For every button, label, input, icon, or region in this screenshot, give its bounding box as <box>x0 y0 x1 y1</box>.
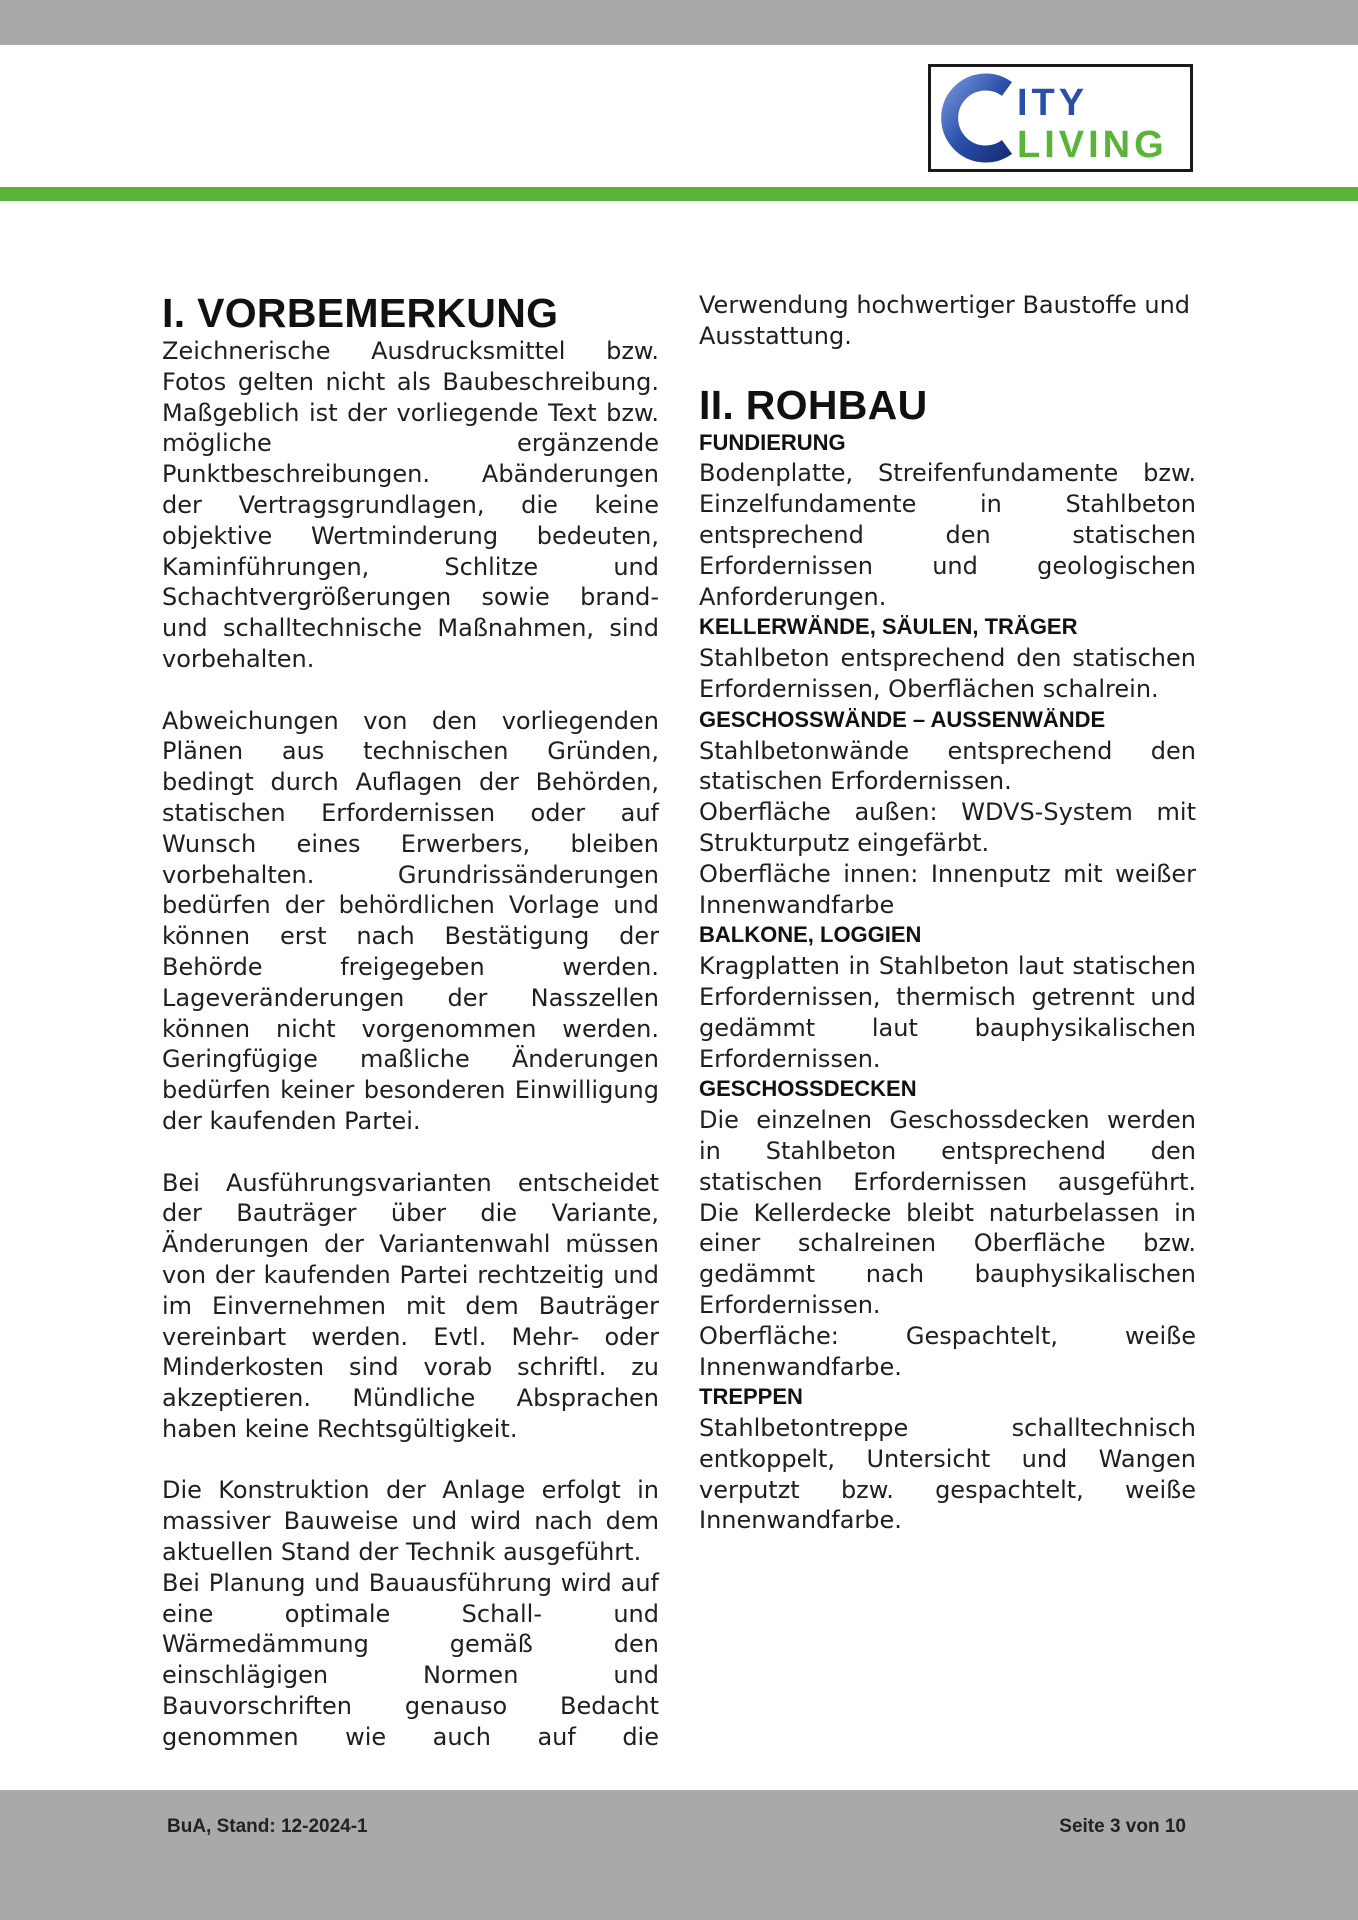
paragraph-2: Abweichungen von den vorliegenden Plänen aus technischen Gründen, bedingt durch Auflagen der Behörden, statischen Erfordernissen oder auf Wunsch eines Erwerbers, bleiben vorbehalten. Grundrissänderungen bedürfen der behördlichen Vorlage und können erst nach Bestätigung der Behörde freigegeben werden. Lageveränderungen der Nasszellen können nicht vorgenommen werden. Geringfügige maßliche Änderungen bedürfen keiner besonderen Einwilligung der kaufenden Partei. <box>162 706 659 1135</box>
text-geschossdecken-1: Die einzelnen Geschossdecken werden in Stahlbeton entsprechend den statischen Erfordernissen ausgeführt. Die Kellerdecke bleibt naturbelassen in einer schalreinen Oberfläche bzw. gedämmt nach bauphysikalischen Erfordernissen. <box>699 1106 1196 1319</box>
footer-document-status: BuA, Stand: 12-2024-1 <box>167 1816 368 1837</box>
svg-text:ITY: ITY <box>1017 82 1089 124</box>
text-fundierung: Bodenplatte, Streifenfundamente bzw. Einzelfundamente in Stahlbeton entsprechend den statischen Erfordernissen und geologischen Anforderungen. <box>699 459 1196 611</box>
footer-page-number: Seite 3 von 10 <box>1059 1816 1186 1837</box>
text-kellerwaende: Stahlbeton entsprechend den statischen Erfordernissen, Oberflächen schalrein. <box>699 644 1196 703</box>
paragraph-1: Zeichnerische Ausdrucksmittel bzw. Fotos gelten nicht als Baubeschreibung. Maßgeblich ist der vorliegende Text bzw. mögliche ergänzende Punktbeschreibungen. Abänderungen der Vertragsgrundlagen, die keine objektive Wertminderung bedeuten, Kaminführungen, Schlitze und Schachtvergrößerungen sowie brand- und schalltechnische Maßnahmen, sind vorbehalten. <box>162 337 659 673</box>
section-title-rohbau: II. ROHBAU <box>699 381 928 428</box>
text-geschosswaende-1: Stahlbetonwände entsprechend den statischen Erfordernissen. <box>699 736 1196 796</box>
text-geschossdecken-2: Oberfläche: Gespachtelt, weiße Innenwandfarbe. <box>699 1321 1196 1381</box>
text-geschosswaende-2: Oberfläche außen: WDVS-System mit Strukturputz eingefärbt. <box>699 798 1196 857</box>
heading-geschossdecken: GESCHOSSDECKEN <box>699 1076 917 1102</box>
header-green-rule <box>0 187 1358 201</box>
heading-balkone: BALKONE, LOGGIEN <box>699 922 922 948</box>
paragraph-4: Die Konstruktion der Anlage erfolgt in massiver Bauweise und wird nach dem aktuellen Stand der Technik ausgeführt. <box>162 1476 659 1567</box>
text-balkone: Kragplatten in Stahlbeton laut statischen Erfordernissen, thermisch getrennt und gedämmt laut bauphysikalischen Erfordernissen. <box>699 952 1196 1073</box>
continuation-text: Verwendung hochwertiger Baustoffe und Ausstattung. <box>699 291 1191 350</box>
text-treppen: Stahlbetontreppe schalltechnisch entkoppelt, Untersicht und Wangen verputzt bzw. gespachtelt, weiße Innenwandfarbe. <box>699 1414 1196 1535</box>
top-gray-band <box>0 0 1358 45</box>
heading-geschosswaende: GESCHOSSWÄNDE – AUSSENWÄNDE <box>699 706 1106 732</box>
svg-text:LIVING: LIVING <box>1017 124 1168 166</box>
footer-bar <box>0 1790 1358 1920</box>
logo-graphic <box>931 67 1190 169</box>
heading-treppen: TREPPEN <box>699 1384 803 1410</box>
paragraph-5: Bei Planung und Bauausführung wird auf eine optimale Schall- und Wärmedämmung gemäß den einschlägigen Normen und Bauvorschriften genauso Bedacht genommen wie auch auf die <box>162 1568 659 1751</box>
heading-fundierung: FUNDIERUNG <box>699 429 846 455</box>
section-title-vorbemerkung: I. VORBEMERKUNG <box>162 290 559 336</box>
right-column <box>699 290 1196 1536</box>
text-geschosswaende-3: Oberfläche innen: Innenputz mit weißer Innenwandfarbe <box>699 859 1196 919</box>
left-column <box>162 290 659 1753</box>
paragraph-3: Bei Ausführungsvarianten entscheidet der Bauträger über die Variante, Änderungen der Variantenwahl müssen von der kaufenden Partei rechtzeitig und im Einvernehmen mit dem Bauträger vereinbart werden. Evtl. Mehr- oder Minderkosten sind vorab schriftl. zu akzeptieren. Mündliche Absprachen haben keine Rechtsgültigkeit. <box>162 1168 659 1443</box>
city-living-logo <box>928 64 1193 172</box>
heading-kellerwaende: KELLERWÄNDE, SÄULEN, TRÄGER <box>699 614 1078 640</box>
